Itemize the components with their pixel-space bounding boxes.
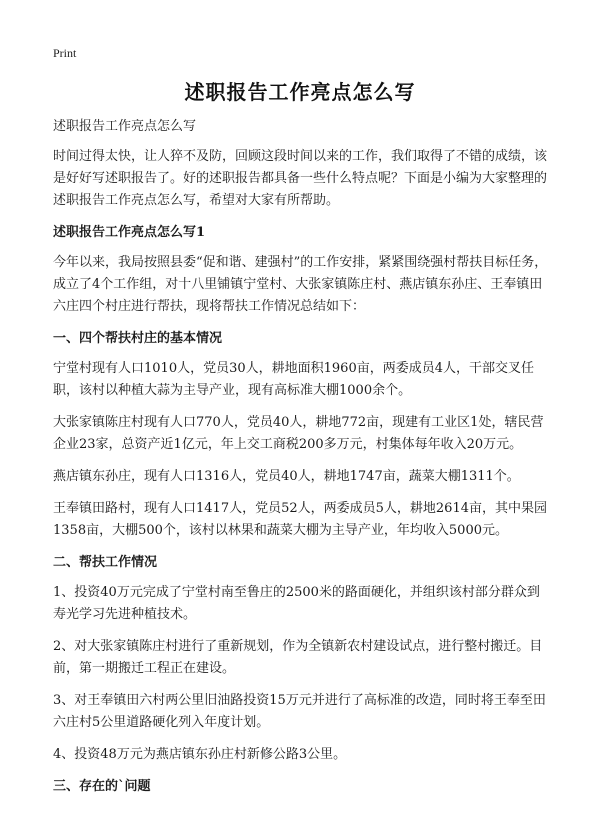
village-paragraph-2: 大张家镇陈庄村现有人口770人，党员40人，耕地772亩，现建有工业区1处，辖民营企业23家，总资产近1亿元，年上交工商税200多万元，村集体每年收入20万元。 [53,415,544,452]
work-item-2: 2、对大张家镇陈庄村进行了重新规划，作为全镇新农村建设试点，进行整村搬迁。目前，第一期搬迁工程正在建设。 [53,639,543,676]
village-paragraph-1: 宁堂村现有人口1010人，党员30人，耕地面积1960亩，两委成员4人，干部交叉任职，该村以种植大蒜为主导产业，现有高标准大棚1000余个。 [53,361,534,398]
village-paragraph-4: 王奉镇田路村，现有人口1417人，党员52人，两委成员5人，耕地2614亩，其中果园1358亩，大棚500个，该村以林果和蔬菜大棚为主导产业，年均收入5000元。 [53,501,547,538]
part1-heading: 一、四个帮扶村庄的基本情况 [53,331,223,346]
subtitle: 述职报告工作亮点怎么写 [53,119,197,134]
print-link[interactable]: Print [53,46,77,60]
village-paragraph-3: 燕店镇东孙庄，现有人口1316人，党员40人，耕地1747亩，蔬菜大棚1311个。 [53,469,520,484]
page-title: 述职报告工作亮点怎么写 [184,80,416,104]
article-body [53,116,550,806]
section1-intro: 今年以来，我局按照县委“促和谐、建强村”的工作安排，紧紧围绕强村帮扶目标任务，成立了4个工作组，对十八里铺镇宁堂村、大张家镇陈庄村、燕店镇东孙庄、王奉镇田六庄四个村庄进行帮扶，现将帮扶工作情况总结如下： [53,255,548,314]
section1-heading: 述职报告工作亮点怎么写1 [53,225,206,240]
work-item-4: 4、投资48万元为燕店镇东孙庄村新修公路3公里。 [53,747,347,762]
work-item-3: 3、对王奉镇田六村两公里旧油路投资15万元并进行了高标准的改造，同时将王奉至田六庄村5公里道路硬化列入年度计划。 [53,693,546,730]
work-item-1: 1、投资40万元完成了宁堂村南至鲁庄的2500米的路面硬化，并组织该村部分群众到寿光学习先进种植技术。 [53,585,540,622]
intro-paragraph: 时间过得太快，让人猝不及防，回顾这段时间以来的工作，我们取得了不错的成绩，该是好好写述职报告了。好的述职报告都具备一些什么特点呢？下面是小编为大家整理的述职报告工作亮点怎么写，希望对大家有所帮助。 [53,149,548,208]
part3-heading: 三、存在的`问题 [53,779,151,794]
part2-heading: 二、帮扶工作情况 [53,555,158,570]
